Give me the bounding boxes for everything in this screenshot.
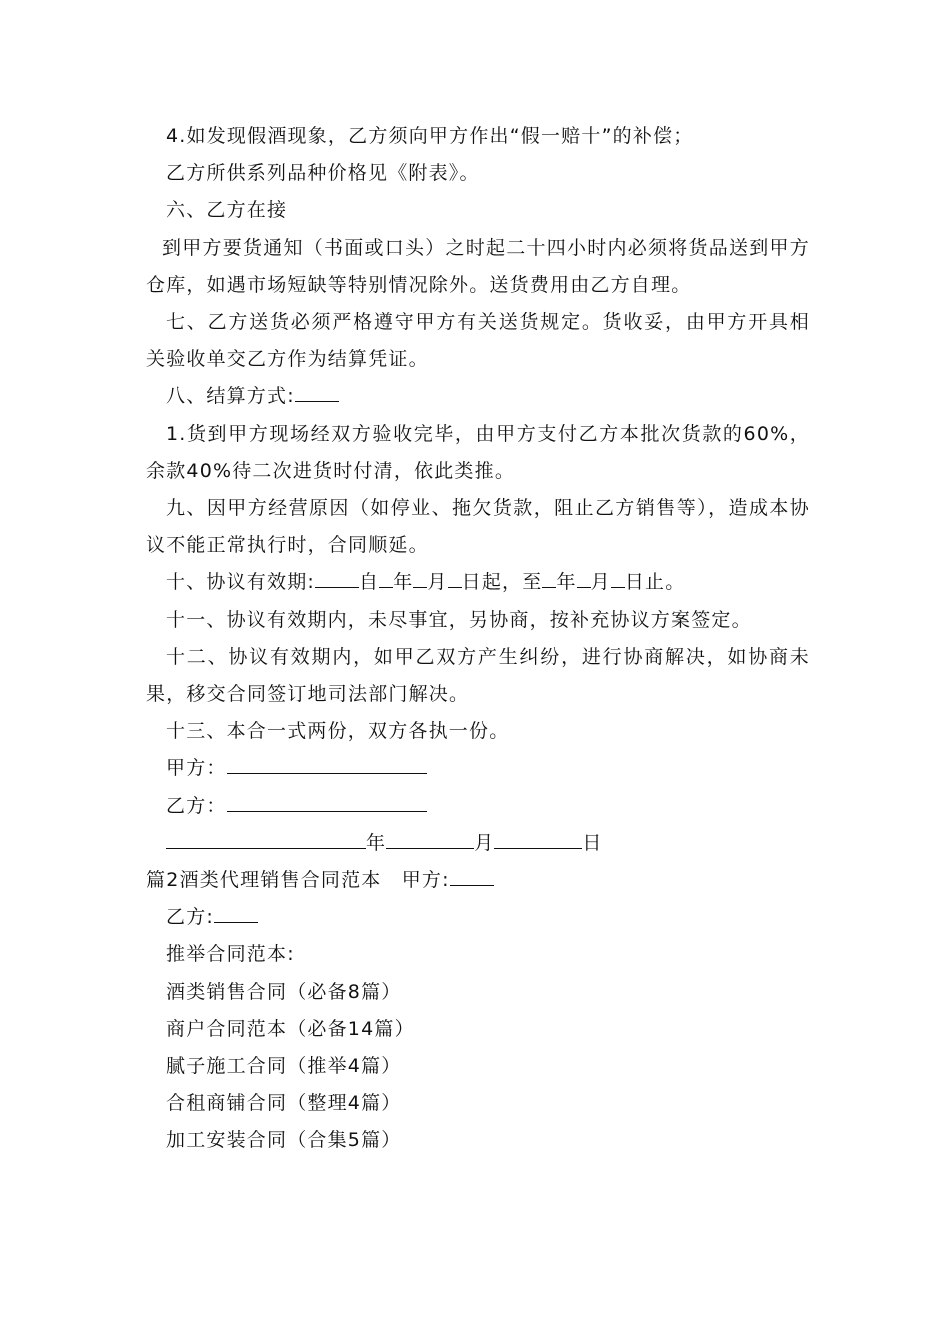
recommended-item[interactable]: 商户合同范本（必备14篇） xyxy=(166,1017,415,1040)
clause-9: 九、因甲方经营原因（如停业、拖欠货款，阻止乙方销售等），造成本协议不能正常执行时，合同顺延。 xyxy=(146,497,810,557)
clause-12: 十二、协议有效期内，如甲乙双方产生纠纷，进行协商解决，如协商未果，移交合同签订地司法部门解决。 xyxy=(146,645,810,706)
clause-10 xyxy=(146,564,810,601)
section-2-party-b-blank xyxy=(214,906,258,923)
section-2-title xyxy=(146,862,810,899)
payment-blank xyxy=(295,385,339,402)
date-year-label: 年 xyxy=(366,831,387,854)
section-2-party-b xyxy=(146,899,810,936)
signing-date xyxy=(146,825,810,862)
clause-6-body: 到甲方要货通知（书面或口头）之时起二十四小时内必须将货品送到甲方仓库，如遇市场短缺等特别情况除外。送货费用由乙方自理。 xyxy=(146,236,810,296)
day-blank xyxy=(494,832,582,849)
clause-10-label: 十、协议有效期: xyxy=(166,571,316,594)
month-blank xyxy=(386,832,474,849)
party-b-signature xyxy=(146,788,810,825)
party-a-label: 甲方： xyxy=(166,757,227,780)
from-label: 自 xyxy=(359,571,380,594)
clause-11: 十一、协议有效期内，未尽事宜，另协商，按补充协议方案签定。 xyxy=(166,608,752,631)
party-b-blank xyxy=(227,795,427,812)
day-from-label: 日起，至 xyxy=(461,571,543,594)
year-label: 年 xyxy=(393,571,414,594)
party-a-blank xyxy=(227,757,427,774)
section-2-title-text: 篇2酒类代理销售合同范本 甲方: xyxy=(146,869,450,892)
blank-start-year xyxy=(379,571,393,588)
clause-8-label: 八、结算方式: xyxy=(166,385,295,408)
recommended-item[interactable]: 酒类销售合同（必备8篇） xyxy=(166,980,402,1003)
section-2-party-a-blank xyxy=(450,869,494,886)
year-blank xyxy=(166,832,366,849)
clause-4: 4.如发现假酒现象，乙方须向甲方作出“假一赔十”的补偿； xyxy=(166,125,694,147)
date-day-label: 日 xyxy=(582,831,603,854)
year-label-2: 年 xyxy=(556,571,577,594)
date-month-label: 月 xyxy=(474,831,495,854)
party-b-label: 乙方： xyxy=(166,794,227,817)
document-body xyxy=(146,118,810,1160)
month-label: 月 xyxy=(427,571,448,594)
recommended-heading: 推举合同范本: xyxy=(166,943,295,966)
clause-13: 十三、本合一式两份，双方各执一份。 xyxy=(166,720,510,743)
clause-7: 七、乙方送货必须严格遵守甲方有关送货规定。货收妥，由甲方开具相关验收单交乙方作为结算凭证。 xyxy=(146,311,810,371)
blank-start-month xyxy=(413,571,427,588)
blank-end-day xyxy=(611,571,625,588)
day-end-label: 日止。 xyxy=(624,571,686,594)
blank-end-year xyxy=(542,571,556,588)
price-note: 乙方所供系列品种价格见《附表》。 xyxy=(166,162,480,185)
blank-end-month xyxy=(577,571,591,588)
clause-8-item-1: 1.货到甲方现场经双方验收完毕，由甲方支付乙方本批次货款的60%，余款40%待二次进货时付清，依此类推。 xyxy=(146,422,810,482)
recommended-item[interactable]: 腻子施工合同（推举4篇） xyxy=(166,1055,402,1078)
recommended-item[interactable]: 合租商铺合同（整理4篇） xyxy=(166,1092,402,1115)
clause-6-heading: 六、乙方在接 xyxy=(166,199,288,222)
recommended-item[interactable]: 加工安装合同（合集5篇） xyxy=(166,1129,402,1152)
clause-8 xyxy=(146,378,810,415)
party-a-signature xyxy=(146,750,810,787)
blank-start-day xyxy=(448,571,462,588)
section-2-party-b-label: 乙方: xyxy=(166,906,215,929)
term-blank xyxy=(315,571,359,588)
month-label-2: 月 xyxy=(590,571,611,594)
